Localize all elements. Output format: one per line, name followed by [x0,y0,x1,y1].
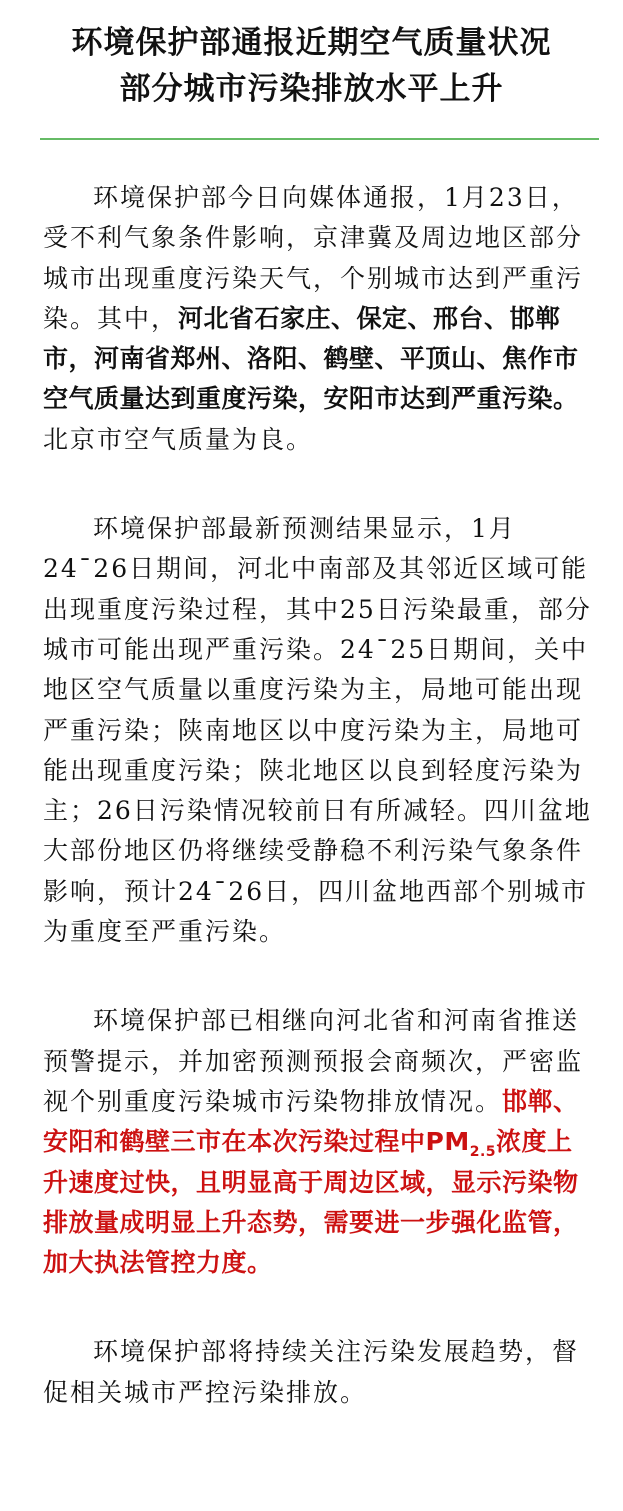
article-title [0,0,623,112]
paragraph-1-text-b: 北京市空气质量为良。 [43,424,314,454]
paragraph-3-highlight-b: 浓度上升速度过快，且明显高于周边区域，显示污染物排放量成明显上升态势，需要进一步强化监管，加大执法管控力度。 [43,1127,579,1278]
title-line-1: 环境保护部通报近期空气质量状况 [71,25,552,61]
title-line-2: 部分城市污染排放水平上升 [119,71,504,107]
paragraph-2: 环境保护部最新预测结果显示，1月24¯26日期间，河北中南部及其邻近区域可能出现重度污染过程，其中25日污染最重，部分城市可能出现严重污染。24¯25日期间，关中地区空气质量以重度污染为主，局地可能出现严重污染；陕南地区以中度污染为主，局地可能出现重度污染；陕北地区以良到轻度污染为主；26日污染情况较前日有所减轻。四川盆地大部份地区仍将继续受静稳不利污染气象条件影响，预计24¯26日，四川盆地西部个别城市为重度至严重污染。 [43,514,592,947]
paragraph-3 [43,1001,595,1283]
paragraph-4: 环境保护部将持续关注污染发展趋势，督促相关城市严控污染排放。 [43,1337,580,1407]
paragraph-1-bold-cities: 河北省石家庄、保定、邢台、邯郸市，河南省郑州、洛阳、鹤壁、平顶山、焦作市空气质量达到重度污染，安阳市达到严重污染。 [43,303,579,414]
paragraph-1 [43,178,595,460]
paragraph-1-text-a: 环境保护部今日向媒体通报，1月23日，受不利气象条件影响，京津冀及周边地区部分城市出现重度污染天气，个别城市达到严重污染。其中， [43,183,584,333]
paragraph-3-highlight-a: 邯郸、安阳和鹤壁三市在本次污染过程中PM [43,1086,579,1157]
paragraph-3-text: 环境保护部已相继向河北省和河南省推送预警提示，并加密预测预报会商频次，严密监视个别重度污染城市污染物排放情况。 [43,1006,584,1116]
pm-subscript: 2.5 [469,1144,497,1161]
article-body [0,140,623,1413]
